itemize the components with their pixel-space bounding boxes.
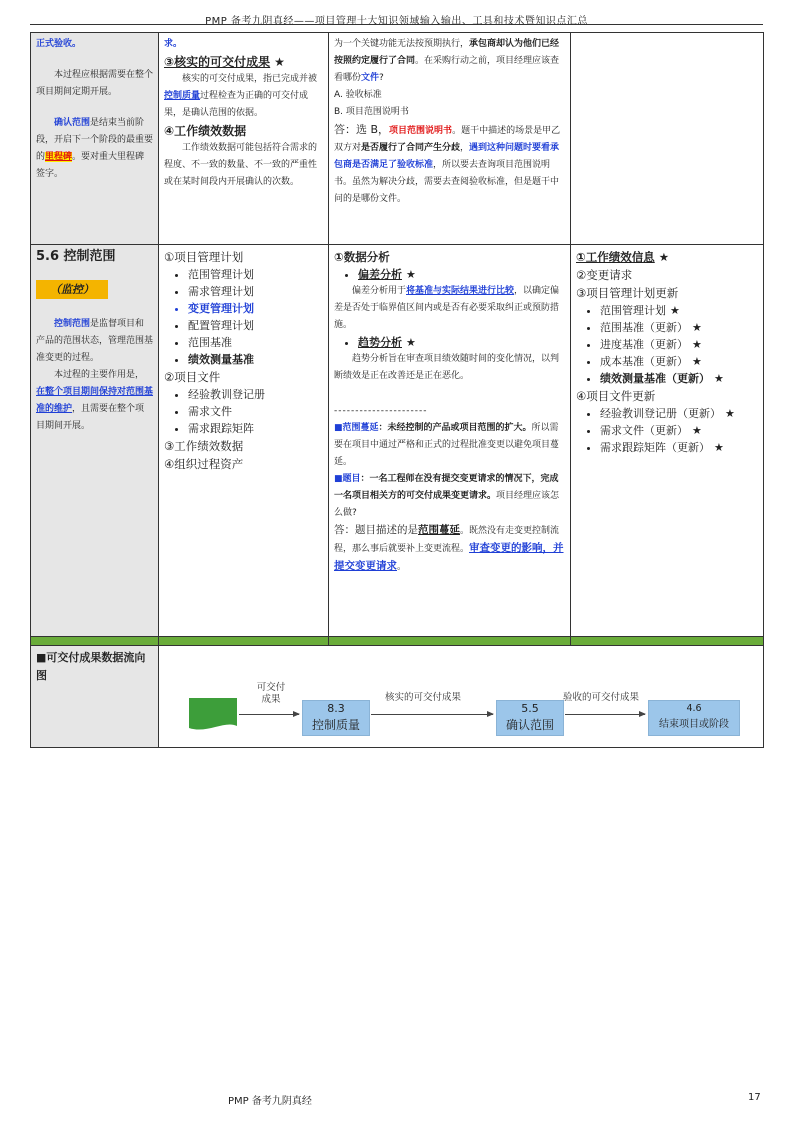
question-text: 为一个关键功能无法按预期执行，承包商却认为他们已经按照约定履行了合同。在采购行动之前，项目经理应该查看哪份文件?	[334, 39, 560, 83]
process-box-8-3: 8.3 控制质量	[302, 700, 370, 736]
arrow-label: 可交付 成果	[256, 682, 286, 705]
keyword: 里程碑	[45, 152, 73, 162]
input-heading: ③工作绩效数据	[164, 439, 244, 453]
process-purpose: 本过程的主要作用是，在整个项目期间保持对范围基准的维护，且需要在整个项目期间开展。	[36, 370, 154, 431]
tool-heading: ①数据分析	[334, 250, 390, 264]
question-text: ■题目：一名工程师在没有提交变更请求的情况下，完成一名项目相关方的可交付成果变更请求。项目经理应该怎么做?	[334, 474, 560, 518]
output-list	[576, 405, 758, 456]
cell-outputs	[571, 245, 764, 637]
table-row	[31, 33, 764, 245]
cell-flow-label	[31, 646, 159, 748]
table-row	[31, 245, 764, 637]
text: 核实的可交付成果，指已完成并被控制质量过程检查为正确的可交付成果，是确认范围的依据。	[164, 74, 318, 118]
text: 本过程应根据需要在整个项目期间定期开展。	[36, 70, 154, 97]
text	[36, 115, 153, 183]
page-number: 17	[748, 1092, 761, 1103]
tool-list	[334, 266, 565, 283]
list-item: • 进度基准（更新） ★	[600, 336, 758, 353]
list-item: • 偏差分析 ★	[358, 266, 565, 283]
green-band	[159, 637, 329, 646]
green-band	[329, 637, 571, 646]
list-item: • 成本基准（更新） ★	[600, 353, 758, 370]
text: 趋势分析旨在审查项目绩效随时间的变化情况，以判断绩效是正在改善还是正在恶化。	[334, 354, 560, 381]
text: 是结束当前阶段，开启下一个阶段的最重要的	[36, 118, 154, 162]
cell-inputs	[159, 245, 329, 637]
cell-flow-diagram	[159, 646, 764, 748]
text: 偏差分析用于将基准与实际结果进行比较，以确定偏差是否处于临界值区间内或是否有必要采取纠正或预防措施。	[334, 286, 560, 330]
data-flow-diagram	[159, 646, 763, 741]
document-icon	[189, 698, 237, 732]
flow-arrow	[239, 714, 299, 715]
input-list	[164, 266, 323, 368]
list-item: • 变更管理计划	[188, 300, 323, 317]
list-item: • 范围管理计划	[188, 266, 323, 283]
cell-process	[31, 245, 159, 637]
process-table	[30, 32, 764, 748]
answer-text: 答：选 B，项目范围说明书。题干中描述的场景是甲乙双方对是否履行了合同产生分歧，遇到这种问题时要看承包商是否满足了验收标准，所以要去查询项目范围说明书。虽然为解决分歧，需要去查阅验收标准，但是题干中问的是哪份文件。	[334, 123, 561, 204]
section-heading: ④工作绩效数据	[164, 124, 247, 138]
keyword: 确认范围	[54, 118, 91, 128]
flow-arrow	[565, 714, 645, 715]
list-item: • 趋势分析 ★	[358, 334, 565, 351]
process-box-4-6: 4.6 结束项目或阶段	[648, 700, 740, 736]
output-heading: ④项目文件更新	[576, 389, 656, 403]
header-rule	[30, 24, 763, 25]
list-item: • 需求文件（更新） ★	[600, 422, 758, 439]
process-definition: 控制范围是监督项目和产品的范围状态，管理范围基准变更的过程。	[36, 319, 154, 363]
text: 求。	[164, 39, 183, 49]
list-item: • 范围基准（更新） ★	[600, 319, 758, 336]
list-item: • 需求跟踪矩阵（更新） ★	[600, 439, 758, 456]
process-box-5-5: 5.5 确认范围	[496, 700, 564, 736]
answer-text: 答：题目描述的是范围蔓延。既然没有走变更控制流程，那么事后就要补上变更流程。审查变更的影响，并提交变更请求。	[334, 524, 564, 572]
output-heading: ①工作绩效信息 ★	[576, 250, 670, 264]
list-item: • 需求文件	[188, 403, 323, 420]
page-header: PMP 备考九阴真经——项目管理十大知识领域输入输出、工具和技术暨知识点汇总	[205, 16, 588, 27]
green-band	[31, 637, 159, 646]
list-item: • 范围管理计划 ★	[600, 302, 758, 319]
list-item: • 配置管理计划	[188, 317, 323, 334]
list-item: • 经验教训登记册（更新） ★	[600, 405, 758, 422]
table-row	[31, 646, 764, 748]
separator-row	[31, 637, 764, 646]
input-heading: ④组织过程资产	[164, 457, 244, 471]
input-heading: ②项目文件	[164, 370, 221, 384]
process-group-tag: （监控）	[36, 266, 153, 300]
output-heading: ②变更请求	[576, 268, 633, 282]
footer-title: PMP 备考九阴真经	[228, 1096, 312, 1107]
section-heading: ③核实的可交付成果 ★	[164, 55, 285, 69]
text: 。要对重大里程碑签字。	[36, 152, 145, 179]
list-item: • 需求管理计划	[188, 283, 323, 300]
output-heading: ③项目管理计划更新	[576, 286, 679, 300]
scope-creep-note: ■范围蔓延：未经控制的产品或项目范围的扩大。所以需要在项目中通过严格和正式的过程批准变更以避免项目蔓延。	[334, 423, 560, 467]
arrow-label: 核实的可交付成果	[384, 692, 461, 703]
cell-outputs-cont	[571, 33, 764, 245]
divider: ----------------------	[334, 406, 428, 416]
arrow-label: 验收的可交付成果	[562, 692, 639, 703]
cell-tools	[329, 245, 571, 637]
flow-label: ■可交付成果数据流向图	[36, 651, 146, 682]
list-item: • 绩效测量基准（更新） ★	[600, 370, 758, 387]
cell-inputs-cont	[159, 33, 329, 245]
tool-list	[334, 334, 565, 351]
flow-arrow	[371, 714, 493, 715]
list-item: • 范围基准	[188, 334, 323, 351]
list-item: • 经验教训登记册	[188, 386, 323, 403]
option-a: A. 验收标准	[334, 90, 382, 100]
text: 正式验收。	[36, 39, 82, 49]
list-item: • 绩效测量基准	[188, 351, 323, 368]
cell-process-cont	[31, 33, 159, 245]
process-title: 5.6 控制范围	[36, 249, 116, 264]
option-b: B. 项目范围说明书	[334, 107, 409, 117]
list-item: • 需求跟踪矩阵	[188, 420, 323, 437]
input-list	[164, 386, 323, 437]
output-list	[576, 302, 758, 387]
cell-tools-cont	[329, 33, 571, 245]
text: 工作绩效数据可能包括符合需求的程度、不一致的数量、不一致的严重性或在某时间段内开展确认的次数。	[164, 143, 318, 187]
green-band	[571, 637, 764, 646]
input-heading: ①项目管理计划	[164, 250, 244, 264]
